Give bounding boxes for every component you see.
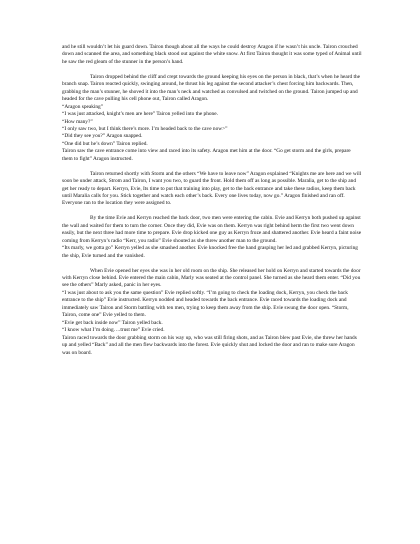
paragraph-gap [62, 66, 362, 73]
paragraph: “I know what I’m doing….trust me” Evie cried. [62, 327, 165, 334]
paragraph-gap [62, 208, 362, 215]
paragraph-gap [62, 260, 362, 267]
paragraph: Tairon saw the cave entrance come into view and raced into its safety. Aragon met him at the door. “Go get storm and the girls, prepare them to fight” Aragon instructed. [62, 148, 351, 162]
paragraph-gap [62, 163, 362, 170]
paragraph: “One did but he’s down” Tairon replied. [62, 140, 148, 147]
paragraph: “How many?” [62, 118, 93, 125]
paragraph: Tairon returned shortly with Storm and the others “We have to leave now” Aragon explained “Knights me are here and we will soon be under attack, Strom and Tairon, I want you two, to guard the front. Hold them off as long as possible. Maralia, get to the ship and get her ready to depart. Kerryn, Evie, Its time to put that training into play, get to the back entrance and take these radios, keep them back until Maralia calls for you. Stick together and watch each other’s back. Every one lives today, now go.” Aragon finished and ran off. Everyone ran to the location they were assigned to. [62, 170, 362, 207]
paragraph: “Its marly, we gotta go” Kerryn yelled as she smashed another. Evie knocked free the hand grasping her led and grabbed Kerryn, picturing the ship, Evie turned and the vanished. [62, 245, 358, 259]
paragraph: When Evie opened her eyes she was in her old room on the ship. She released her hold on Kerryn and started towards the door with Kerryn close behind. Evie entered the main cabin, Marly was seated at the control panel. She turned as she heard them enter. “Did you see the others” Marly asked, panic in her eyes. [62, 267, 361, 289]
paragraph: Tairon dropped behind the cliff and crept towards the ground keeping his eyes on the person in black, that’s when he heard the branch snap. Tairon reacted quickly, swinging around, he thrust his leg against the second attacker’s chest forcing him backwards. Then, grabbing the man’s stunner, he shoved it into the man’s neck and watched as convulsed and twitched on the ground. Tairon jumped up and headed for the cave pulling his cell phone out, Tairon called Aragon. [62, 73, 361, 103]
paragraph: Tairon raced towards the door grabbing storm on his way up, who was still firing shots, and as Tairon blew past Evie, she threw her hands up and yelled “Back” and all the men flew backwards into the forest. Evie quickly shut and locked the door and ran to make sure Aragon was on board. [62, 334, 357, 356]
paragraph: “Aragon speaking” [62, 103, 104, 110]
paragraph: “Did they see you?” Aragon snapped. [62, 133, 143, 140]
paragraph: “I was just attacked, knight’s men are here” Tairon yelled into the phone. [62, 111, 218, 118]
document-page [62, 44, 362, 357]
paragraph: By the time Evie and Kerryn reached the back door, two men were entering the cabin. Evie and Kerryn both pushed up against the wall and waited for them to turn the corner. Once they did, Evie was on them. Kerryn was right behind herm the first two went down easily, but the next three had more time to prepare. Evie drop kicked one guy as Kerryn froze and shattered another. Evie heard a faint noise coming from Kerryn’s radio “Kerr, you radio” Evie shouted as she threw another man to the ground. [62, 215, 362, 244]
paragraph: “I only saw two, but I think there’s more. I’m headed back to the cave now>” [62, 125, 228, 132]
paragraph: and he still wouldn’t let his guard down. Tairon though about all the ways he could destroy Aragon if he wasn’t his uncle. Tairon crouched down and scanned the area, and something black stood out against the white snow. At first Tairon thought it was some typed of Animal until he saw the red gleam of the stunner in the person’s hand. [62, 44, 362, 65]
paragraph: “I was just about to ask you the same question” Evie replied softly. “I’m going to check the loading dock, Kerryn, you check the back entrance to the ship” Evie instructed. Kerryn nodded and headed towards the back entrance. Evie raced towards the loading dock and immediately saw Tairon and Storm battling with ten men, trying to keep them away from the ship. Evie swung the door open. “Storm, Tairon, come one” Evie yelled to them. [62, 289, 349, 319]
paragraph: “Evie get back inside now” Tairon yelled back. [62, 319, 163, 326]
